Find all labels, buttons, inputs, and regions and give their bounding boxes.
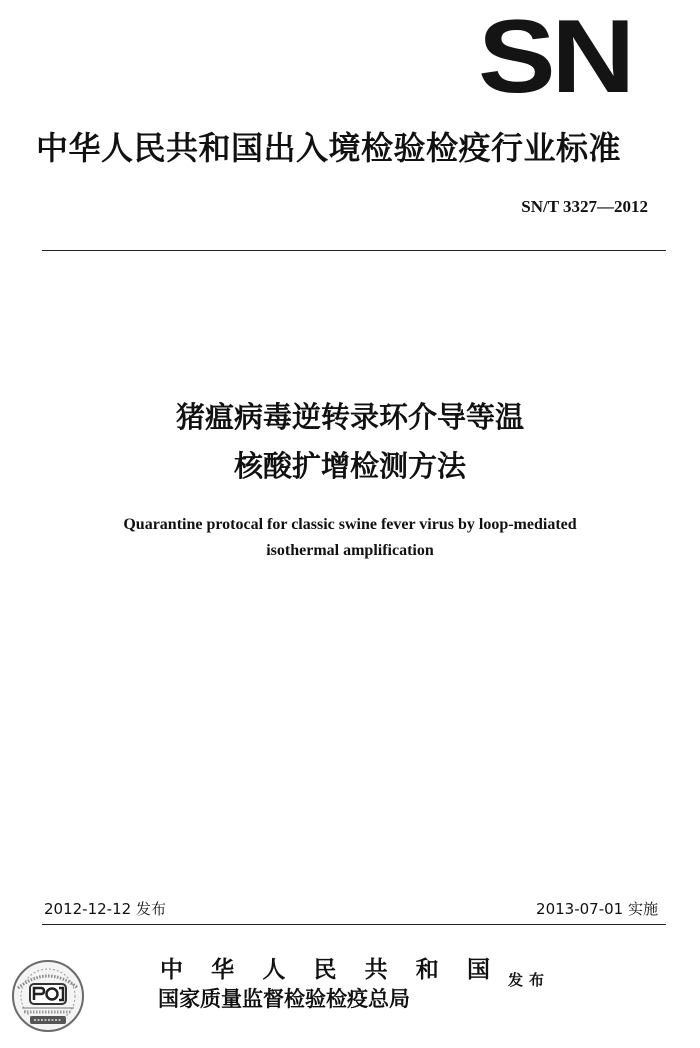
issuer-agency-name: 国家质量监督检验检疫总局 [158, 987, 410, 1011]
top-divider [42, 250, 666, 251]
issue-date: 2012-12-12 发布 [44, 900, 166, 918]
issuer-country-name [160, 956, 490, 984]
standard-category-title: 中华人民共和国出入境检验检疫行业标准 [36, 129, 622, 167]
chinese-title-line-2: 核酸扩增检测方法 [233, 449, 466, 483]
chinese-title-line-1: 猪瘟病毒逆转录环介导等温 [175, 400, 524, 434]
sn-logo: SN [478, 0, 631, 115]
implementation-date: 2013-07-01 实施 [536, 900, 658, 918]
issuer-char: 人 [262, 956, 286, 983]
issuer-char: 和 [415, 956, 439, 983]
english-title-line-2: isothermal amplification [266, 542, 434, 559]
issue-label: 发布 [508, 971, 551, 989]
english-title-line-1: Quarantine protocal for classic swine fever virus by loop-mediated [123, 516, 577, 533]
issuer-char: 国 [466, 956, 490, 983]
standard-seal-icon [10, 958, 86, 1034]
issuer-char: 民 [313, 956, 337, 983]
issuer-char: 共 [364, 956, 388, 983]
standard-number: SN/T 3327—2012 [521, 197, 648, 216]
issuer-char: 华 [211, 956, 235, 983]
bottom-divider [42, 924, 666, 925]
issuer-char: 中 [160, 956, 183, 983]
